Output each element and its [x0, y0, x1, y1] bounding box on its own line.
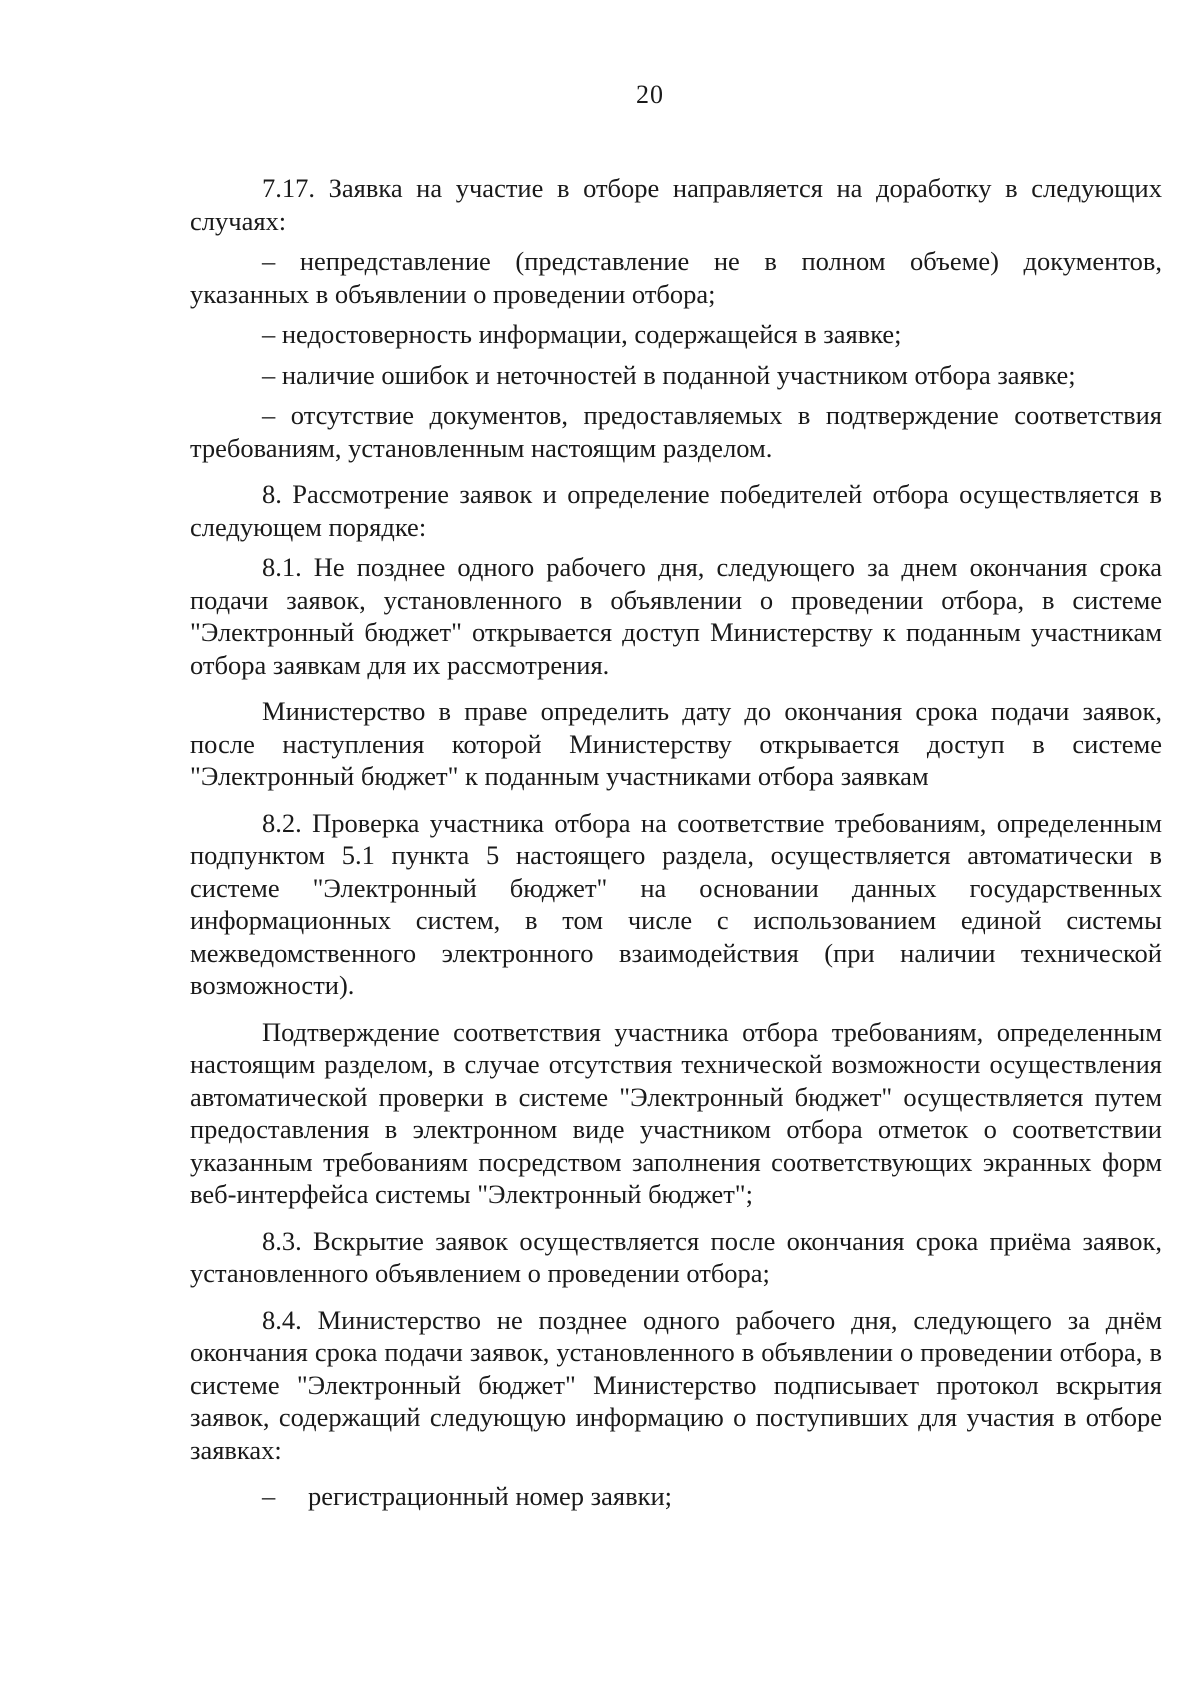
page-number: 20 [636, 80, 664, 109]
list-item-unreliable-info: – недостоверность информации, содержащейся в заявке; [262, 319, 902, 349]
paragraph-ministry-date: Министерство в праве определить дату до окончания срока подачи заявок, после наступления которой Министерству открывается доступ в системе "Электронный бюджет" к поданным участниками отбора заявкам [190, 696, 1162, 791]
paragraph-8-4: 8.4. Министерство не позднее одного рабочего дня, следующего за днём окончания срока подачи заявок, установленного в объявлении о проведении отбора, в системе "Электронный бюджет" Министерство подписывает протокол вскрытия заявок, содержащий следующую информацию о поступивших для участия в отборе заявках: [190, 1304, 1162, 1465]
list-item-registration-number [190, 1480, 1162, 1513]
paragraph-8-1: 8.1. Не позднее одного рабочего дня, следующего за днем окончания срока подачи заявок, установленного в объявлении о проведении отбора, в системе "Электронный бюджет" открывается доступ Министерству к поданным участникам отбора заявкам для их рассмотрения. [190, 552, 1162, 680]
list-item-text: регистрационный номер заявки; [308, 1481, 673, 1511]
paragraph-8-3: 8.3. Вскрытие заявок осуществляется после окончания срока приёма заявок, установленного объявлением о проведении отбора; [190, 1225, 1162, 1288]
document-body [190, 172, 1162, 1521]
paragraph-8-2: 8.2. Проверка участника отбора на соответствие требованиям, определенным подпунктом 5.1 пункта 5 настоящего раздела, осуществляется автоматически в системе "Электронный бюджет" на основании данных государственных информационных систем, в том числе с использованием единой системы межведомственного электронного взаимодействия (при наличии технической возможности). [190, 807, 1162, 1000]
list-item-errors: – наличие ошибок и неточностей в поданной участником отбора заявке; [262, 359, 1076, 390]
paragraph-8: 8. Рассмотрение заявок и определение победителей отбора осуществляется в следующем порядке: [190, 479, 1162, 542]
paragraph-confirmation: Подтверждение соответствия участника отбора требованиям, определенным настоящим разделом, в случае отсутствия технической возможности осуществления автоматической проверки в системе "Электронный бюджет" осуществляется путем предоставления в электронном виде участником отбора отметок о соответствии указанным требованиям посредством заполнения соответствующих экранных форм веб-интерфейса системы "Электронный бюджет"; [190, 1016, 1162, 1209]
paragraph-7-17: 7.17. Заявка на участие в отборе направляется на доработку в следующих случаях: [190, 173, 1162, 236]
list-item-missing-documents: – отсутствие документов, предоставляемых в подтверждение соответствия требованиям, установленным настоящим разделом. [190, 400, 1162, 463]
list-item-nonsubmission: – непредставление (представление не в полном объеме) документов, указанных в объявлении о проведении отбора; [190, 246, 1162, 309]
list-dash: – [262, 1481, 276, 1511]
